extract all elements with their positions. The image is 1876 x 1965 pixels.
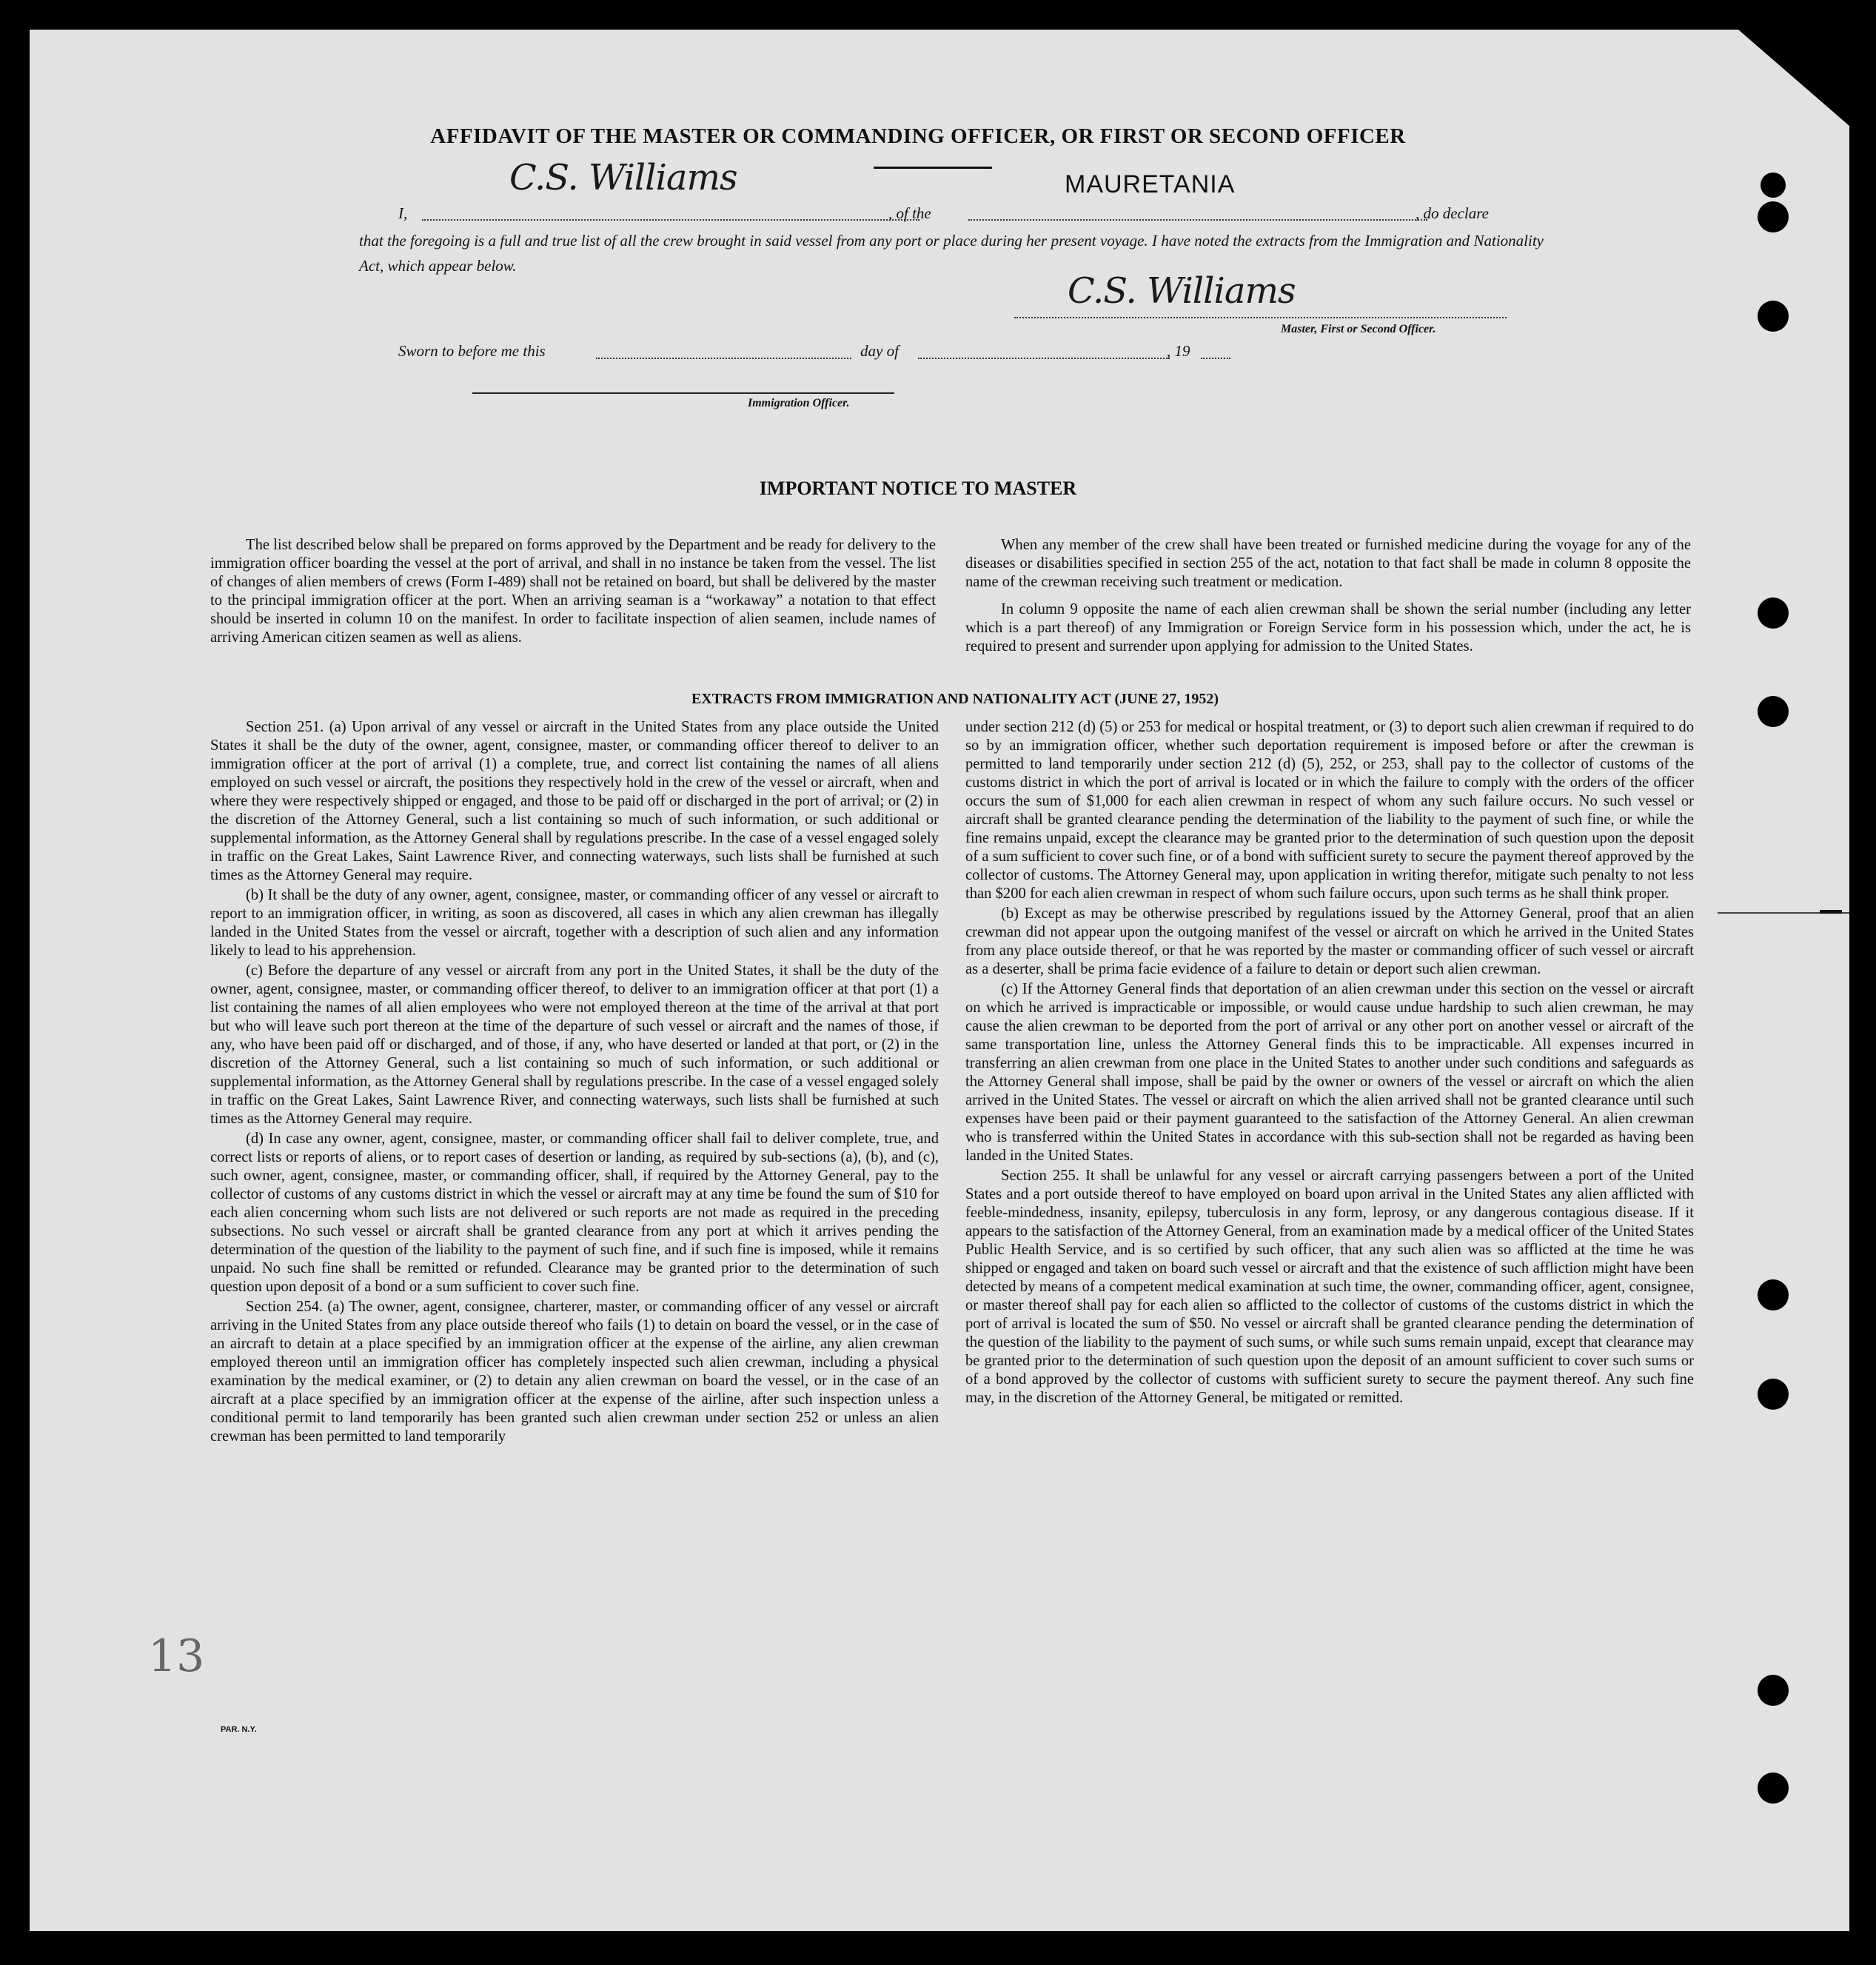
punch-hole: [1761, 173, 1786, 198]
immigration-officer-line: [472, 392, 894, 394]
master-label: Master, First or Second Officer.: [1281, 323, 1436, 335]
section-251-c: (c) Before the departure of any vessel or aircraft from any port in the United States, it shall be the duty of the owner, agent, consignee, master, or commanding officer thereof, to deliver to an immigration officer at that port (1) a list containing the names of all alien employees who were not employed thereon at the time of the arrival at that port but who will leave such port thereon at the time of the departure of such vessel or aircraft and the names of those, if any, who have been paid off or discharged, and of those, if any, who have deserted or landed at that port, or (2) in the discretion of the Attorney General, such a list containing so much of such information, or such additional or supplemental information, as the Attorney General shall by regulations prescribe. In the case of a vessel engaged solely in traffic on the Great Lakes, Saint Lawrence River, and connecting waterways, such lists shall be furnished at such times as the Attorney General may require.: [210, 963, 939, 1127]
torn-corner: [1738, 30, 1849, 126]
affidavit-statement: that the foregoing is a full and true list of all the crew brought in said vessel from any port or place during her present voyage. I have noted the extracts from the Immigration and Nationality Act, which appear below.: [359, 232, 1544, 275]
punch-hole: [1758, 1772, 1789, 1804]
section-254-c: (c) If the Attorney General finds that deportation of an alien crewman under this section on the vessel or aircraft on which he arrived is impracticable or impossible, or would cause undue hardship to such alien crewman, he may cause the alien crewman to be deported from the port of arrival or any other port on another vessel or aircraft of the same transportation line, unless the Attorney General finds this to be impracticable. All expenses incurred in transferring an alien crewman from one place in the United States to another under such conditions and safeguards as the Attorney General shall impose, shall be paid by the owner or owners of the vessel or aircraft on which the alien arrived in the United States. The vessel or aircraft on which the alien arrived shall not be granted clearance until such expenses have been paid or their payment guaranteed to the satisfaction of the Attorney General. An alien crewman who is transferred within the United States in accordance with this sub-section shall not be regarded as having been landed in the United States.: [965, 981, 1694, 1164]
sworn-year-line: [1201, 358, 1230, 359]
declare-i-label: I,: [398, 204, 408, 222]
printer-mark: PAR. N.Y.: [221, 1725, 257, 1734]
notice-right-paragraph-1: When any member of the crew shall have been treated or furnished medicine during the voyage for any of the diseases or disabilities specified in section 255 of the act, notation to that fact shall be made in column 8 opposite the name of the crewman receiving such treatment or medication.: [965, 537, 1691, 590]
master-signature: C.S. Williams: [1068, 270, 1296, 312]
sworn-year-label: , 19: [1167, 342, 1190, 360]
immigration-officer-label: Immigration Officer.: [748, 397, 850, 409]
section-254-a: Section 254. (a) The owner, agent, consignee, charterer, master, or commanding officer of any vessel or aircraft arriving in the United States from any place outside thereof who fails (1) to detain on board the vessel, or in the case of an aircraft to detain at a place specified by an immigration officer at the expense of the airline, any alien crewman employed thereon until an immigration officer has completely inspected such alien crewman, including a physical examination by the medical examiner, or (2) to detain any alien crewman on board the vessel, or in the case of an aircraft at a place specified by an immigration officer at the expense of the airline, after such inspection unless a conditional permit to land temporarily has been granted such alien crewman under section 252 or unless an alien crewman has been permitted to land temporarily: [210, 1299, 939, 1445]
notice-heading: IMPORTANT NOTICE TO MASTER: [759, 478, 1077, 499]
extracts-right-column: [965, 718, 1694, 1407]
punch-hole: [1758, 1279, 1789, 1310]
sworn-day-line: [596, 358, 851, 359]
ship-name: MAURETANIA: [1065, 170, 1236, 198]
extracts-left-column: [210, 718, 939, 1446]
punch-hole: [1758, 1379, 1789, 1410]
section-251-d: (d) In case any owner, agent, consignee, master, or commanding officer shall fail to deliver complete, true, and correct lists or reports of aliens, or to report cases of desertion or landing, as required by sub-sections (a), (b), and (c), such owner, agent, consignee, master, or commanding officer, shall, if required by the Attorney General, pay to the collector of customs of any customs district in which the vessel or aircraft may at any time be found the sum of $10 for each alien concerning whom such lists are not delivered or such reports are not made as required in the preceding subsections. No such vessel or aircraft shall be granted clearance from any port at which it arrives pending the determination of the question of the liability to the payment of such fine, and if such fine is imposed, while it remains unpaid. No such fine shall be remitted or refunded. Clearance may be granted prior to the determination of such question upon deposit of a bond or a sum sufficient to cover such fine.: [210, 1131, 939, 1295]
document-page: [30, 30, 1849, 1931]
punch-hole: [1758, 201, 1789, 232]
sworn-day-of-label: day of: [860, 342, 899, 360]
punch-hole: [1758, 301, 1789, 332]
punch-hole: [1758, 696, 1789, 727]
title-rule: [874, 167, 992, 169]
handwritten-signature-name: C.S. Williams: [509, 157, 737, 198]
extracts-heading: EXTRACTS FROM IMMIGRATION AND NATIONALITY ACT (JUNE 27, 1952): [691, 691, 1219, 707]
edge-mark: [1820, 910, 1842, 914]
declare-do-declare-label: , do declare: [1416, 204, 1489, 222]
margin-handwritten-number: 13: [148, 1630, 205, 1682]
punch-hole: [1758, 597, 1789, 629]
ship-field-line: [968, 219, 1427, 221]
affidavit-title: AFFIDAVIT OF THE MASTER OR COMMANDING OFFICER, OR FIRST OR SECOND OFFICER: [430, 124, 1406, 148]
notice-left-paragraph: The list described below shall be prepared on forms approved by the Department and be ready for delivery to the immigration officer boarding the vessel at the port of arrival, and shall in no instance be taken from the vessel. The list of changes of alien members of crews (Form I-489) shall not be retained on board, but shall be delivered by the master to the principal immigration officer at the port. When an arriving seaman is a “workaway” a notation to that effect should be inserted in column 10 on the manifest. In order to facilitate inspection of alien seamen, include names of arriving American citizen seamen as well as aliens.: [210, 537, 936, 646]
declare-of-the-label: , of the: [888, 204, 931, 222]
master-signature-line: [1014, 317, 1507, 318]
section-255: Section 255. It shall be unlawful for any vessel or aircraft carrying passengers between a port of the United States and a port outside thereof to have employed on board upon arrival in the United States any alien afflicted with feeble-mindedness, insanity, epilepsy, tuberculosis in any form, leprosy, or any dangerous contagious disease. If it appears to the satisfaction of the Attorney General, from an examination made by a medical officer of the United States Public Health Service, and is so certified by such officer, that any such alien was so afflicted at the time he was shipped or engaged and taken on board such vessel or aircraft and that the existence of such affliction might have been detected by means of a competent medical examination at such time, the owner, commanding officer, agent, consignee, or master thereof shall pay for each alien so afflicted to the collector of customs of the customs district in which the port of arrival is located the sum of $50. No vessel or aircraft shall be granted clearance pending the determination of the question of the liability to the payment of such sums, or while such sums remain unpaid, except that clearance may be granted prior to the determination of such question upon the deposit of an amount sufficient to cover such sums or of a bond approved by the collector of customs with sufficient surety to secure the payment thereof. Any such fine may, in the discretion of the Attorney General, be mitigated or remitted.: [965, 1168, 1694, 1406]
sworn-month-line: [918, 358, 1170, 359]
section-251-b: (b) It shall be the duty of any owner, agent, consignee, master, or commanding officer of any vessel or aircraft to report to an immigration officer, in writing, as soon as discovered, all cases in which any alien crewman has illegally landed in the United States from the vessel or aircraft, together with a description of such alien and any information likely to lead to his apprehension.: [210, 887, 939, 959]
punch-hole: [1758, 1675, 1789, 1706]
section-254-b: (b) Except as may be otherwise prescribed by regulations issued by the Attorney General, proof that an alien crewman did not appear upon the outgoing manifest of the vessel or aircraft on which he arrived in the United States from any place outside thereof, or that he was reported by the master or commanding officer of such vessel or aircraft as a deserter, shall be prima facie evidence of a failure to detain or deport such alien crewman.: [965, 905, 1694, 977]
notice-right-paragraph-2: In column 9 opposite the name of each alien crewman shall be shown the serial number (including any letter which is a part thereof) of any Immigration or Foreign Service form in his possession which, under the act, he is required to present and surrender upon applying for admission to the United States.: [965, 601, 1691, 655]
sworn-prefix: Sworn to before me this: [398, 342, 546, 360]
section-254-a-continued: under section 212 (d) (5) or 253 for medical or hospital treatment, or (3) to deport such alien crewman if required to do so by an immigration officer, whether such deportation requirement is imposed before or after the crewman is permitted to land temporarily under section 212 (d) (5), 252, or 253, shall pay to the collector of customs of the customs district in which the port of arrival is located or in which the failure to comply with the orders of the officer occurs the sum of $1,000 for each alien crewman in respect of whom any such failure occurs. No such vessel or aircraft shall be granted clearance pending the determination of the liability to the payment of such fine, or while the fine remains unpaid, except the clearance may be granted prior to the determination of such question upon the deposit of a sum sufficient to cover such fine, or of a bond with sufficient surety to secure the payment thereof approved by the collector of customs. The Attorney General may, upon application in writing therefor, mitigate such penalty to not less than $200 for each alien crewman in respect of whom such failure occurs, upon such terms as he shall think proper.: [965, 719, 1694, 902]
notice-right-column: [965, 536, 1691, 656]
section-251-a: Section 251. (a) Upon arrival of any vessel or aircraft in the United States from any place outside the United States it shall be the duty of the owner, agent, consignee, master, or commanding officer thereof to deliver to an immigration officer at the port of arrival (1) a complete, true, and correct list containing the names of all aliens employed on such vessel or aircraft, the positions they respectively hold in the crew of the vessel or aircraft, when and where they were respectively shipped or engaged, and those to be paid off or discharged in the port of arrival; or (2) in the discretion of the Attorney General, such a list containing so much of such information, or such additional or supplemental information, as the Attorney General shall by regulations prescribe. In the case of a vessel engaged solely in traffic on the Great Lakes, Saint Lawrence River, and connecting waterways, such lists shall be furnished at such times as the Attorney General may require.: [210, 719, 939, 883]
name-field-line: [422, 219, 919, 221]
notice-left-column: [210, 536, 936, 647]
